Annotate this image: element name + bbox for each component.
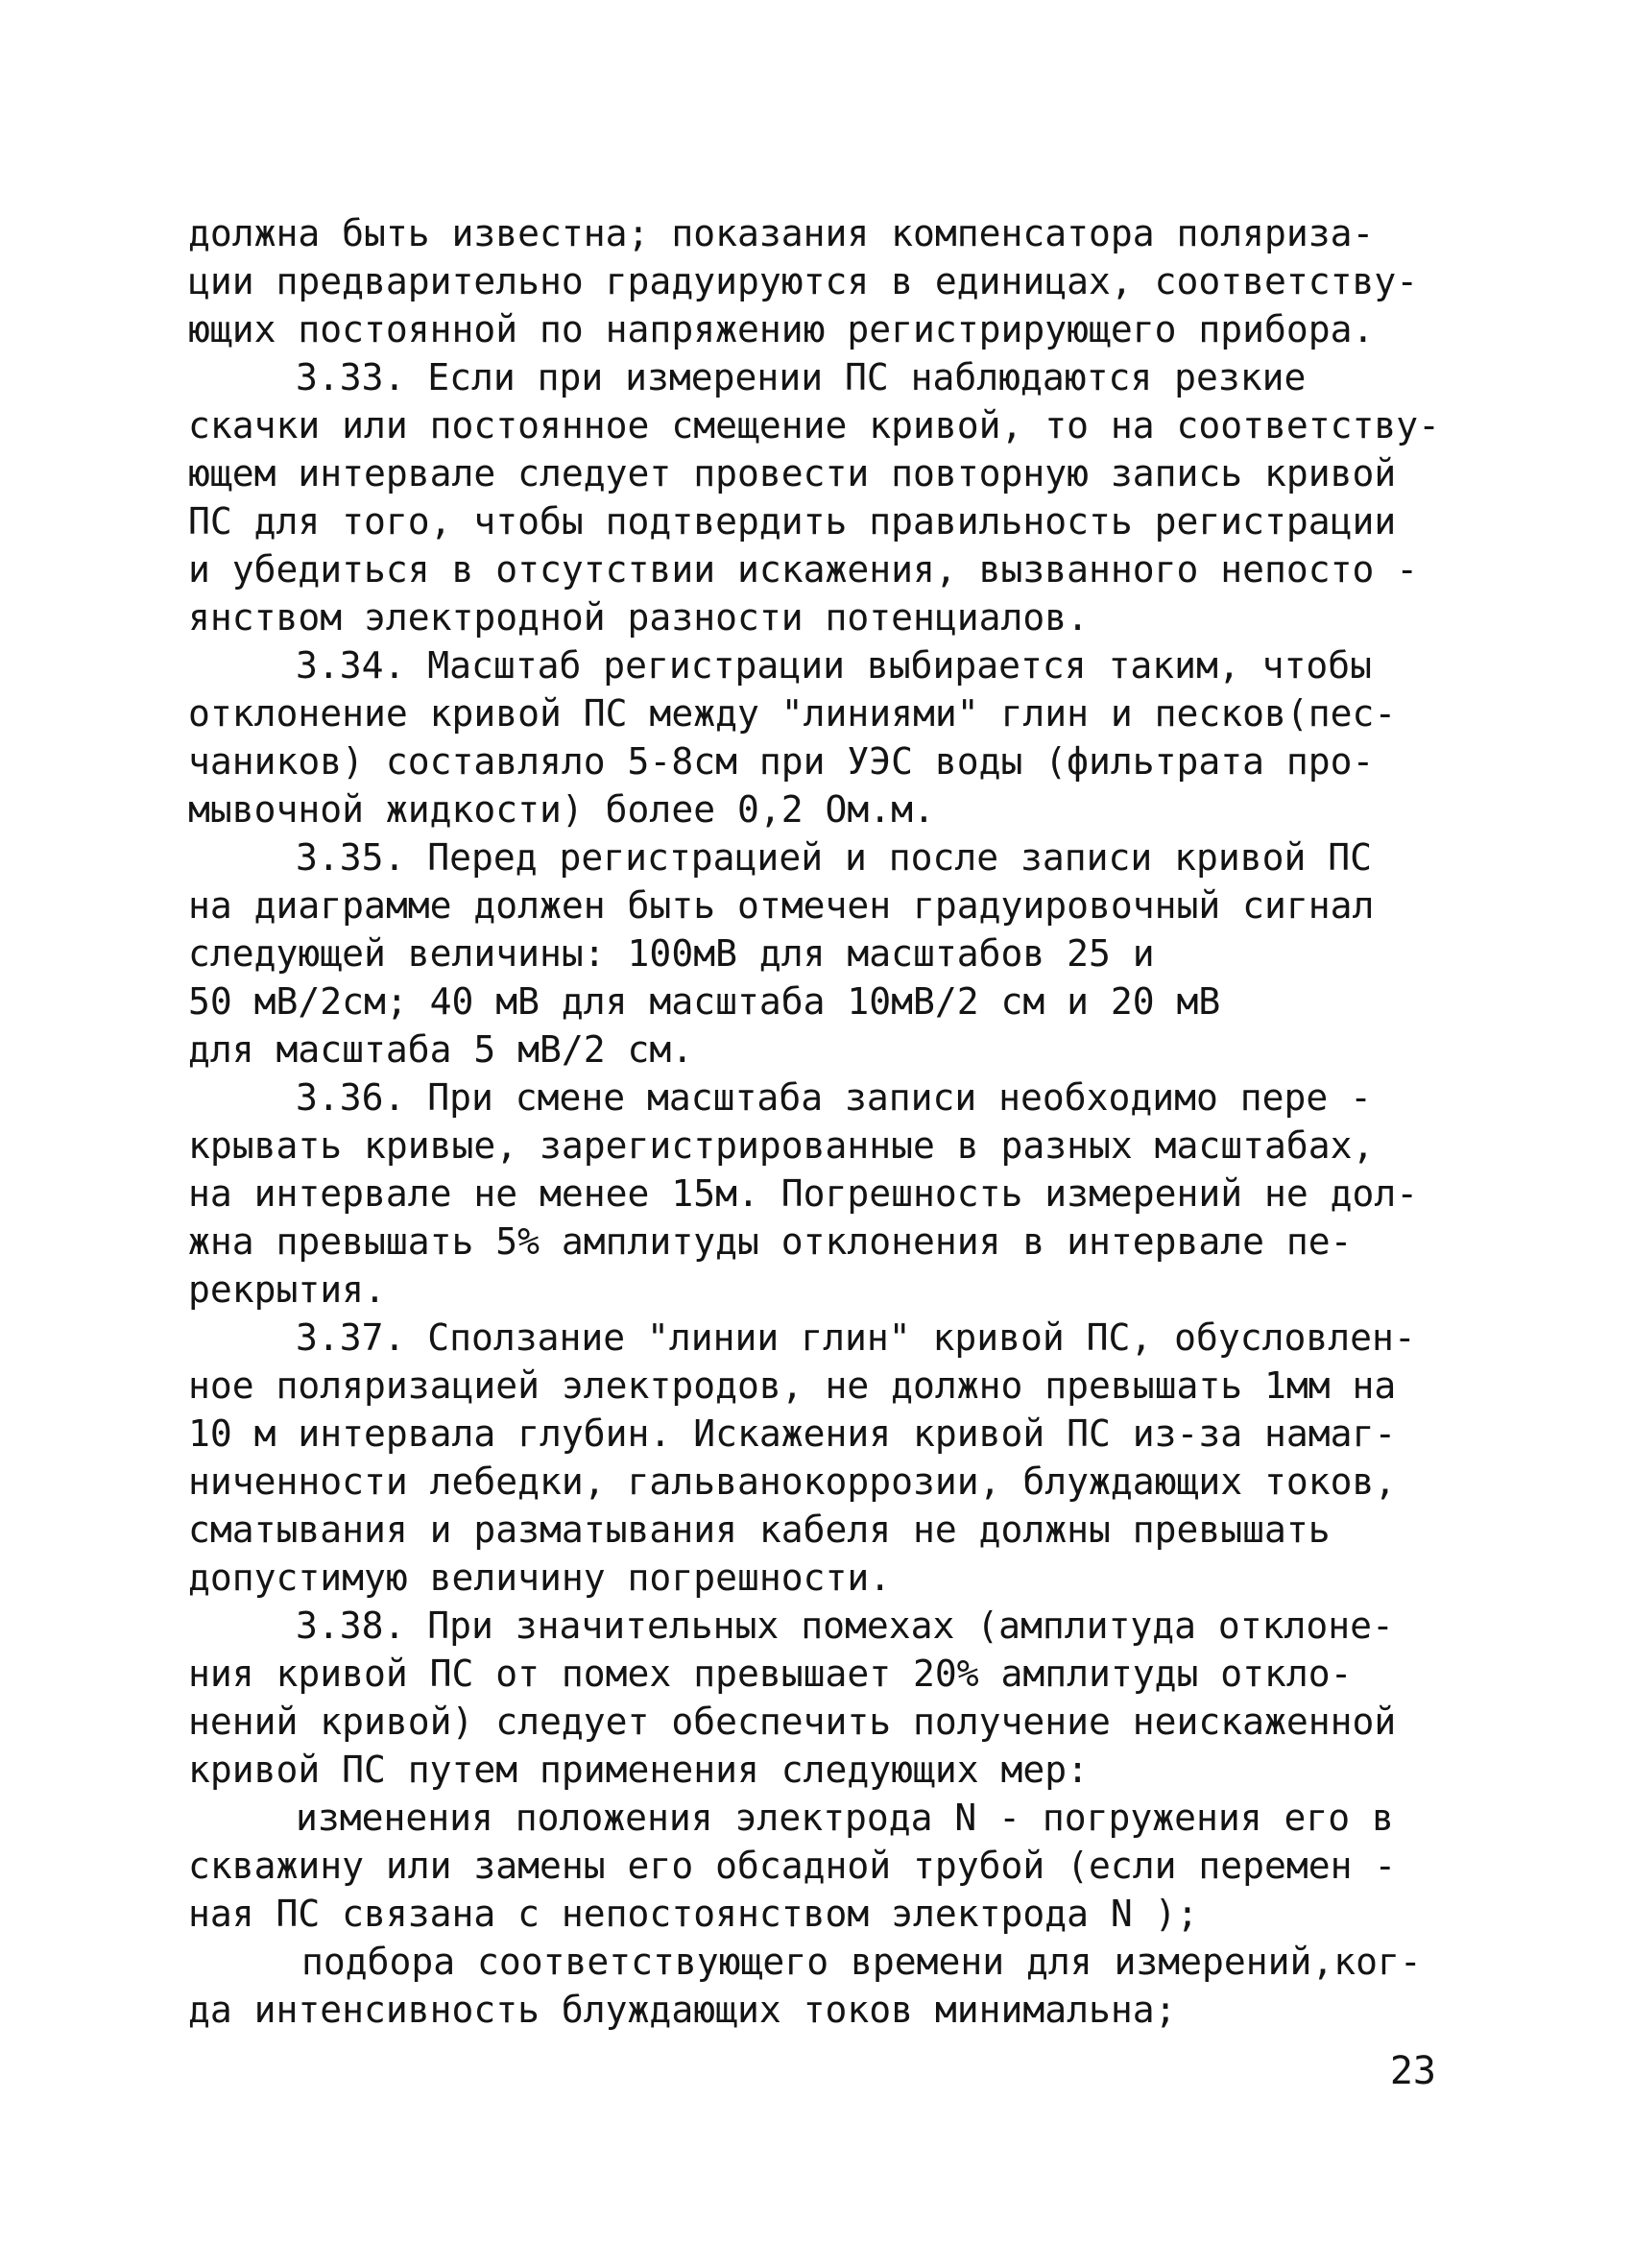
text-line: скачки или постоянное смещение кривой, то на соответству- xyxy=(188,404,1441,446)
text-line: жна превышать 5% амплитуды отклонения в интервале пе- xyxy=(188,1220,1353,1263)
text-line: ции предварительно градуируются в единицах, соответству- xyxy=(188,260,1419,302)
text-line: чаников) составляло 5-8см при УЭС воды (фильтрата про- xyxy=(188,740,1375,783)
text-line: следующей величины: 100мВ для масштабов 25 и xyxy=(188,932,1155,975)
paragraph-3-38-start: 3.38. При значительных помехах (амплитуда отклоне- xyxy=(296,1604,1394,1647)
text-line: сматывания и разматывания кабеля не должны превышать xyxy=(188,1508,1331,1551)
text-line: ющем интервале следует провести повторную запись кривой xyxy=(188,452,1397,495)
text-line: отклонение кривой ПС между "линиями" глин и песков(пес- xyxy=(188,692,1397,735)
paragraph-3-34-start: 3.34. Масштаб регистрации выбирается таким, чтобы xyxy=(296,644,1373,687)
text-line: мывочной жидкости) более 0,2 Ом.м. xyxy=(188,788,935,831)
text-line: нений кривой) следует обеспечить получение неискаженной xyxy=(188,1701,1397,1743)
text-line: ПС для того, чтобы подтвердить правильность регистрации xyxy=(188,500,1397,543)
text-line: крывать кривые, зарегистрированные в разных масштабах, xyxy=(188,1124,1375,1167)
text-line: должна быть известна; показания компенсатора поляриза- xyxy=(188,212,1375,254)
page-number: 23 xyxy=(1389,2049,1436,2093)
text-line: на интервале не менее 15м. Погрешность измерений не дол- xyxy=(188,1172,1419,1215)
text-line: и убедиться в отсутствии искажения, вызванного непосто - xyxy=(188,548,1419,591)
text-line: допустимую величину погрешности. xyxy=(188,1556,892,1599)
text-line: рекрытия. xyxy=(188,1268,386,1311)
text-line: скважину или замены его обсадной трубой (если перемен - xyxy=(188,1845,1397,1887)
text-line: янством электродной разности потенциалов. xyxy=(188,596,1089,639)
paragraph-3-37-start: 3.37. Сползание "линии глин" кривой ПС, обусловлен- xyxy=(296,1316,1416,1359)
list-item-timing: подбора соответствующего времени для измерений,ког- xyxy=(301,1941,1422,1983)
paragraph-3-33-start: 3.33. Если при измерении ПС наблюдаются резкие xyxy=(296,356,1307,398)
list-item-electrode: изменения положения электрода N - погружения его в xyxy=(296,1797,1394,1839)
text-line: ниченности лебедки, гальванокоррозии, блуждающих токов, xyxy=(188,1460,1397,1503)
text-line: кривой ПС путем применения следующих мер: xyxy=(188,1749,1089,1791)
paragraph-3-36-start: 3.36. При смене масштаба записи необходимо пере - xyxy=(296,1076,1373,1119)
text-line: ная ПС связана с непостоянством электрода N ); xyxy=(188,1893,1199,1935)
text-line: ния кривой ПС от помех превышает 20% амплитуды откло- xyxy=(188,1653,1353,1695)
text-line: 10 м интервала глубин. Искажения кривой ПС из-за намаг- xyxy=(188,1412,1397,1455)
text-line: 50 мВ/2см; 40 мВ для масштаба 10мВ/2 см и 20 мВ xyxy=(188,980,1221,1023)
body-text xyxy=(188,209,1441,2034)
text-line: ное поляризацией электродов, не должно превышать 1мм на xyxy=(188,1364,1397,1407)
text-line: да интенсивность блуждающих токов минимальна; xyxy=(188,1989,1177,2031)
text-line: ющих постоянной по напряжению регистрирующего прибора. xyxy=(188,308,1375,350)
paragraph-3-35-start: 3.35. Перед регистрацией и после записи кривой ПС xyxy=(296,836,1373,879)
text-line: на диаграмме должен быть отмечен градуировочный сигнал xyxy=(188,884,1375,927)
text-line: для масштаба 5 мВ/2 см. xyxy=(188,1028,694,1071)
